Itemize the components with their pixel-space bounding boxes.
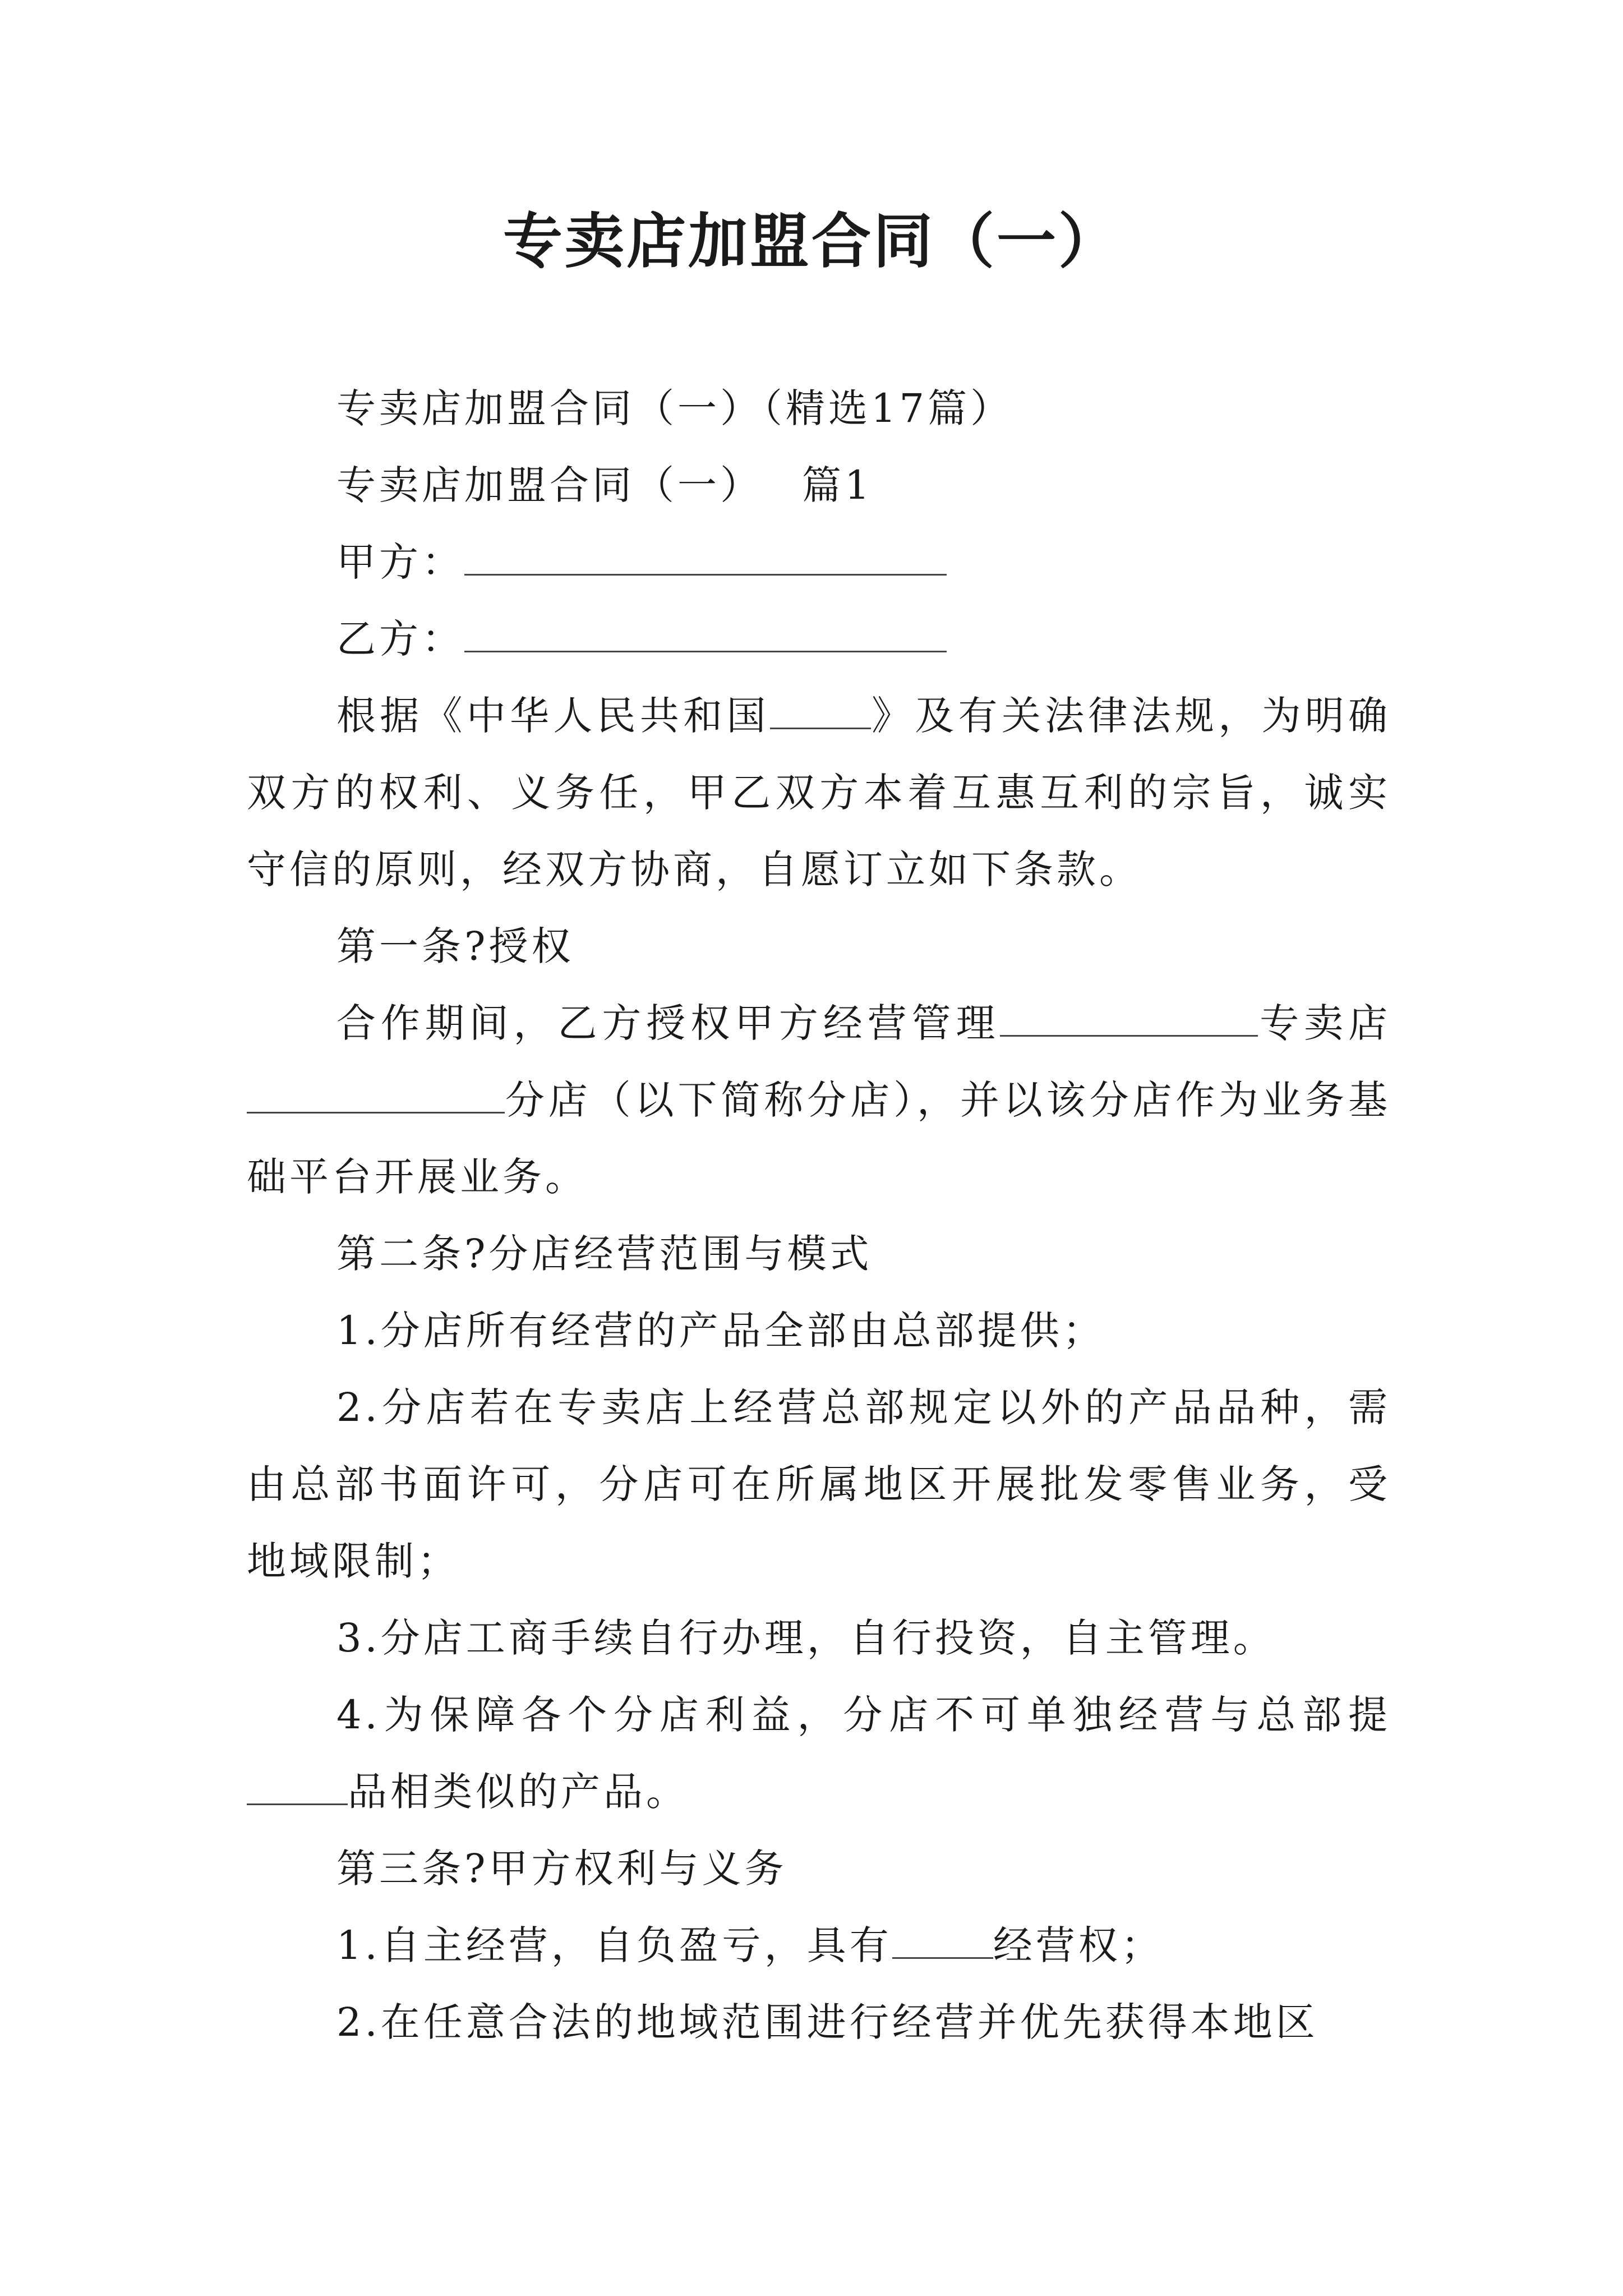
party-a-line [247,524,1391,601]
law-name-blank [770,694,871,729]
art2-item4-text-2: 品相类似的产品。 [348,1769,689,1815]
intro-paragraph [247,678,1391,908]
art1-text-3: 分店（以下简称分店），并以该分店作为业务基础平台开展业务。 [247,1077,1391,1200]
chapter-title: 专卖店加盟合同（一） [336,462,763,508]
article-2-item-4 [247,1677,1391,1830]
operation-right-blank [892,1924,993,1959]
art1-text-1: 合作期间，乙方授权甲方经营管理 [336,1000,1000,1046]
chapter-number: 篇1 [802,462,873,508]
product-blank [247,1770,348,1805]
document-title: 专卖店加盟合同（一） [503,206,1120,276]
article-3-heading: 第三条?甲方权利与义务 [336,1846,787,1892]
chapter-line [247,447,1391,524]
art2-item4-text-1: 4.为保障各个分店利益，分店不可单独经营与总部提 [336,1692,1391,1738]
intro-text-2: 》及有关法律法规，为明确双方的权利、义务任，甲乙双方本着互惠互利的宗旨，诚实守信的原则，经双方协商，自愿订立如下条款。 [247,693,1391,892]
document-body [247,370,1391,2061]
article-2-item-3: 3.分店工商手续自行办理，自行投资，自主管理。 [336,1615,1276,1661]
store-name-blank [1000,1001,1258,1037]
article-1-paragraph [247,985,1391,1216]
article-2-item-2: 2.分店若在专卖店上经营总部规定以外的产品品种，需由总部书面许可，分店可在所属地区开展批发零售业务，受地域限制； [247,1384,1391,1584]
art1-text-2: 专卖店 [1258,1000,1391,1046]
article-2-heading: 第二条?分店经营范围与模式 [336,1231,873,1277]
party-b-line [247,601,1391,678]
subtitle-line: 专卖店加盟合同（一）（精选17篇） [336,385,1013,431]
article-1-heading: 第一条?授权 [336,923,574,969]
article-3-item-2: 2.在任意合法的地域范围进行经营并优先获得本地区 [336,1999,1318,2045]
branch-name-blank [247,1078,505,1114]
party-a-blank [464,540,947,576]
art3-item1-text-2: 经营权； [993,1922,1164,1968]
article-2-item-1: 1.分店所有经营的产品全部由总部提供； [336,1308,1105,1354]
party-a-label: 甲方： [336,539,464,585]
party-b-blank [464,617,947,652]
article-3-item-1 [247,1907,1391,1984]
art3-item1-text-1: 1.自主经营，自负盈亏，具有 [336,1922,892,1968]
party-b-label: 乙方： [336,616,464,662]
intro-text-1: 根据《中华人民共和国 [336,693,770,739]
